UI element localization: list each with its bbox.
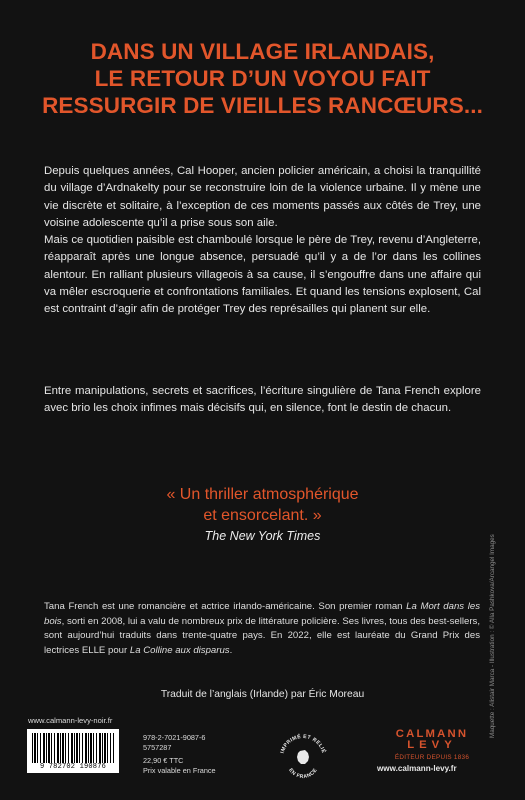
quote-source: The New York Times <box>204 529 321 543</box>
bio-text-2: , sorti en 2008, lui a valu de nombreux prix de littérature policière. Ses livres, tous des best-sellers, sont aujourd’hui traduits dans trente-quatre pays. En 2022, elle est lauréate du Grand Prix des lectrices ELLE pour <box>44 615 480 656</box>
printed-in-france-stamp-icon <box>278 733 328 783</box>
headline-line-2: LE RETOUR D’UN VOYOU FAIT <box>94 66 431 91</box>
synopsis-paragraph-3: Entre manipulations, secrets et sacrifices, l’écriture singulière de Tana French explore avec brio les choix infimes mais décisifs qui, en silence, font le destin de chacun. <box>44 385 481 415</box>
price-note: Prix valable en France <box>143 766 216 775</box>
barcode-number: 9 782702 190876 <box>39 763 106 771</box>
france-map-shape <box>297 750 309 764</box>
headline <box>0 38 525 119</box>
design-credits: Maquette : Alistair Marca - Illustration : © Alla Pashkova/Arcangel Images <box>489 534 496 738</box>
bio-text-1: Tana French est une romancière et actrice irlando-américaine. Son premier roman <box>44 601 407 612</box>
product-code: 5757287 <box>143 743 172 752</box>
logo-line-1: CALMANN <box>395 728 469 740</box>
website-noir-link[interactable]: www.calmann-levy-noir.fr <box>28 716 113 725</box>
quote-line-1: « Un thriller atmosphérique <box>166 486 359 503</box>
headline-line-1: DANS UN VILLAGE IRLANDAIS, <box>90 39 435 64</box>
headline-line-3: RESSURGIR DE VIEILLES RANCŒURS... <box>42 93 483 118</box>
translator-credit: Traduit de l’anglais (Irlande) par Éric Moreau <box>160 689 365 700</box>
synopsis-paragraph-1: Depuis quelques années, Cal Hooper, ancien policier américain, a choisi la tranquillité du village d’Ardnakelty pour se reconstruire loin de la violence urbaine. Il y mène une vie discrète et solitaire, à l’exception de ces moments passés aux côtés de Trey, une voisine adolescente qu’il a prise sous son aile. <box>44 165 481 229</box>
barcode-bars <box>32 733 114 763</box>
website-main-link[interactable]: www.calmann-levy.fr <box>377 764 457 773</box>
price-block <box>143 756 216 776</box>
bio-title-1: La Mort dans les bois <box>44 601 480 627</box>
bio-text-3: . <box>229 644 233 656</box>
barcode <box>27 729 119 773</box>
logo-line-2: LEVY <box>407 739 457 751</box>
price-value: 22,90 € TTC <box>143 756 184 765</box>
stamp-top-text: IMPRIMÉ ET RELIÉ <box>279 733 327 755</box>
isbn-number: 978-2-7021-9087-6 <box>143 733 206 742</box>
synopsis-paragraph-2: Mais ce quotidien paisible est chamboulé lorsque le père de Trey, revenu d’Angleterre, réapparaît après une longue absence, persuadé qu’il y a de l’or dans les collines alentour. En ralliant plusieurs villageois à sa cause, il s’engouffre dans une affaire qui va mêler escroquerie et confrontations familiales. Et quand les tensions explosent, Cal est contraint d’agir afin de protéger Trey des représailles qui planent sur elle. <box>44 234 481 316</box>
bio-title-2: La Colline aux disparus <box>129 644 230 656</box>
stamp-bottom-text: EN FRANCE <box>287 767 319 781</box>
author-bio <box>44 600 480 658</box>
svg-text:EN FRANCE <box>287 767 319 780</box>
synopsis-block-1 <box>44 163 481 319</box>
publisher-logo <box>389 729 475 761</box>
logo-line-3: ÉDITEUR DEPUIS 1836 <box>394 754 470 761</box>
isbn-block <box>143 733 205 753</box>
synopsis-block-3 <box>44 383 481 418</box>
press-quote <box>0 484 525 543</box>
quote-line-2: et ensorcelant. » <box>203 507 322 524</box>
author-bio-text <box>44 600 480 658</box>
